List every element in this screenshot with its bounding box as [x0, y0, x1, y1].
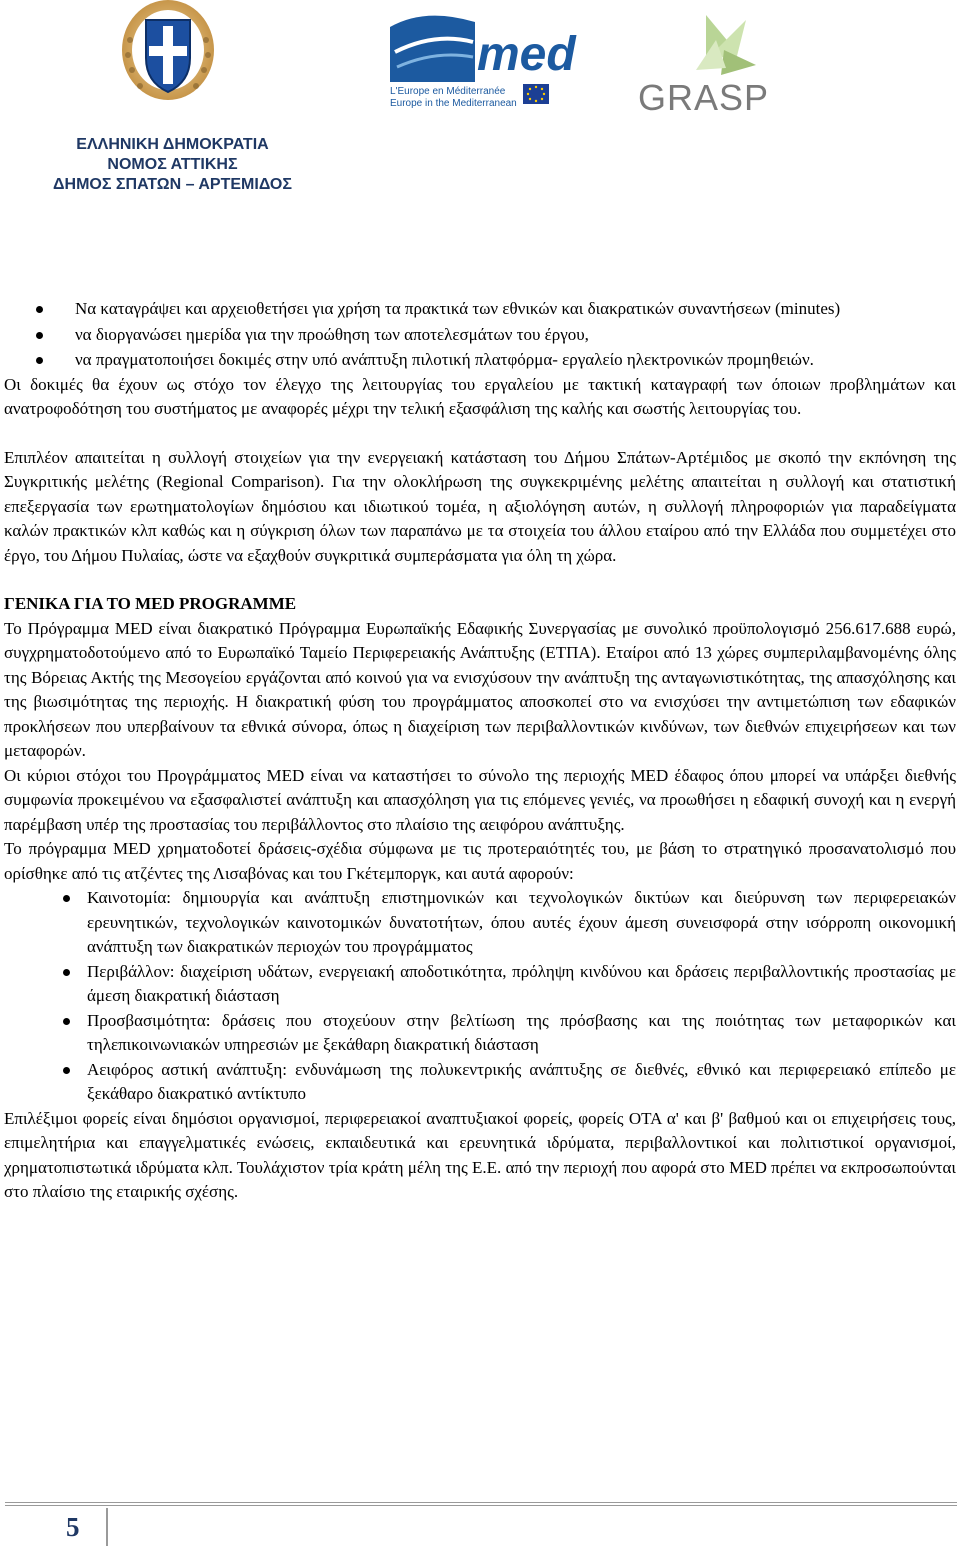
section-heading: ΓΕΝΙΚΑ ΓΙΑ ΤΟ MED PROGRAMME: [4, 594, 297, 613]
list-item: να διοργανώσει ημερίδα για την προώθηση των αποτελεσμάτων του έργου,: [4, 322, 956, 348]
document-body: [4, 296, 956, 1205]
paragraph-tests: Οι δοκιμές θα έχουν ως στόχο τον έλεγχο της λειτουργίας του εργαλείου με τακτική καταγραφή των όποιων προβλημάτων και ανατροφοδότηση του συστήματος με αναφορές μέχρι την τελική εξασφάλιση της καλής και σωστής λειτουργίας του.: [4, 374, 956, 418]
tasks-bullet-list: [4, 296, 956, 373]
document-header: [0, 0, 960, 200]
paragraph-energy-data: Επιπλέον απαιτείται η συλλογή στοιχείων για την ενεργειακή κατάσταση του Δήμου Σπάτων-Αρτέμιδος με σκοπό την εκπόνηση της Συγκριτικής μελέτης (Regional Comparison). Για την ολοκλήρωση της συγκεκριμένης μελέτης απαιτείται η συλλογή και στατιστική επεξεργασία των ερωτηματολογίων δημόσιου και ιδιωτικού τομέα, η αξιολόγηση αυτών, η συλλογή πληροφοριών για παραδείγματα καλών πρακτικών κλπ καθώς και η σύγκριση όλων των παραπάνω με τα στοιχεία του άλλου εταίρου από την Ελλάδα που συμμετέχει στο έργο, του Δήμου Πυλαίας, ώστε να εξαχθούν συγκριτικά συμπεράσματα για όλη τη χώρα.: [4, 447, 956, 565]
list-item: Αειφόρος αστική ανάπτυξη: ενδυνάμωση της πολυκεντρικής ανάπτυξης σε διεθνές, εθνικό και περιφερειακό επίπεδο με ξεκάθαρο διακρατικό αντίκτυπο: [4, 1058, 956, 1107]
med-logo-word: med: [477, 28, 576, 81]
paragraph-med-funding: Το πρόγραμμα MED χρηματοδοτεί δράσεις-σχέδια σύμφωνα με τις προτεραιότητές του, με βάση το στρατηγικό προσανατολισμό που ορίσθηκε από τις ατζέντες της Λισαβόνας και του Γκέτεμποργκ, και αυτά αφορούν:: [4, 839, 956, 883]
org-line-republic: ΕΛΛΗΝΙΚΗ ΔΗΜΟΚΡΑΤΙΑ: [76, 136, 269, 153]
priorities-bullet-list: [4, 886, 956, 1107]
list-item: Να καταγράψει και αρχειοθετήσει για χρήση τα πρακτικά των εθνικών και διακρατικών συναντήσεων (minutes): [4, 296, 956, 322]
page-footer: [5, 1502, 957, 1546]
med-programme-logo: [385, 12, 576, 112]
list-item: Καινοτομία: δημιουργία και ανάπτυξη επιστημονικών και τεχνολογικών δικτύων και διεύρυνση των περιφερειακών ερευνητικών, τεχνολογικών καινοτομικών δυνατοτήτων, όπου αυτές έχουν άμεση συνεισφορά στην ισόρροπη οικονομική ανάπτυξη των διακρατικών περιοχών του προγράμματος: [4, 886, 956, 960]
list-item: Περιβάλλον: διαχείριση υδάτων, ενεργειακή αποδοτικότητα, πρόληψη κινδύνου και δράσεις περιβαλλοντικής προστασίας με άμεση διακρατική διάσταση: [4, 960, 956, 1009]
paragraph-med-programme: Το Πρόγραμμα MED είναι διακρατικό Πρόγραμμα Ευρωπαϊκής Εδαφικής Συνεργασίας με συνολικό προϋπολογισμό 256.617.688 ευρώ, συγχρηματοδοτούμενο από το Ευρωπαϊκό Ταμείο Περιφερειακής Ανάπτυξης (ΕΤΠΑ). Εταίροι από 13 χώρες συμπεριλαμβανομένης όλης της Βόρειας Ακτής της Μεσογείου εργάζονται από κοινού για να ενισχύσουν την ανάπτυξη της ανταγωνιστικότητας, της απασχόλησης και της βιωσιμότητας της περιοχής. Η διακρατική φύση του προγράμματος αποσκοπεί στο να ενισχύσει την αντιμετώπιση των εδαφικών προκλήσεων που υπερβαίνουν τα εθνικά σύνορα, όπως η διαχείριση των περιβαλλοντικών κινδύνων, των διεθνών επιχειρήσεων και των μεταφορών.: [4, 618, 956, 760]
paragraph-eligible-bodies: Επιλέξιμοι φορείς είναι δημόσιοι οργανισμοί, περιφερειακοί αναπτυξιακοί φορείς, φορείς ΟΤΑ α' και β' βαθμού και οι επιχειρήσεις τους, επιμελητήρια και επαγγελματικές ενώσεις, εκπαιδευτικά και ερευνητικά ιδρύματα, περιβαλλοντικοί και πολιτιστικοί οργανισμοί, χρηματοπιστωτικά ιδρύματα κλπ. Τουλάχιστον τρία κράτη μέλη της Ε.Ε. από την περιοχή που αφορά στο MED πρέπει να εκπροσωπούνται στο πλαίσιο της εταιρικής σχέσης.: [4, 1108, 956, 1201]
page-number: 5: [66, 1508, 108, 1546]
paragraph-med-goals: Οι κύριοι στόχοι του Προγράμματος MED είναι να καταστήσει το σύνολο της περιοχής MED έδαφος όπου μπορεί να υπάρξει διεθνής συμφωνία προκειμένου να εξασφαλιστεί ανάπτυξη και απασχόληση για τις επόμενες γενιές, να προωθήσει η εδαφική συνοχή και η ενεργή παρέμβαση υπέρ της προστασίας του περιβάλλοντος στο πλαίσιο της αειφόρου ανάπτυξης.: [4, 765, 956, 834]
org-line-municipality: ΔΗΜΟΣ ΣΠΑΤΩΝ – ΑΡΤΕΜΙΔΟΣ: [53, 176, 292, 193]
grasp-project-logo: [636, 10, 796, 130]
grasp-logo-word: GRASP: [638, 77, 770, 118]
list-item: Προσβασιμότητα: δράσεις που στοχεύουν στην βελτίωση της πρόσβασης και της ποιότητας των μεταφορικών και τηλεπικοινωνιακών υπηρεσιών με ξεκάθαρη διακρατική διάσταση: [4, 1009, 956, 1058]
med-logo-tagline-fr: L'Europe en Méditerranée: [390, 86, 506, 97]
org-line-prefecture: ΝΟΜΟΣ ΑΤΤΙΚΗΣ: [107, 156, 238, 173]
med-logo-tagline-en: Europe in the Mediterranean: [390, 98, 517, 109]
greek-coat-of-arms-logo: [118, 0, 218, 105]
list-item: να πραγματοποιήσει δοκιμές στην υπό ανάπτυξη πιλοτική πλατφόρμα- εργαλείο ηλεκτρονικών προμηθειών.: [4, 347, 956, 373]
